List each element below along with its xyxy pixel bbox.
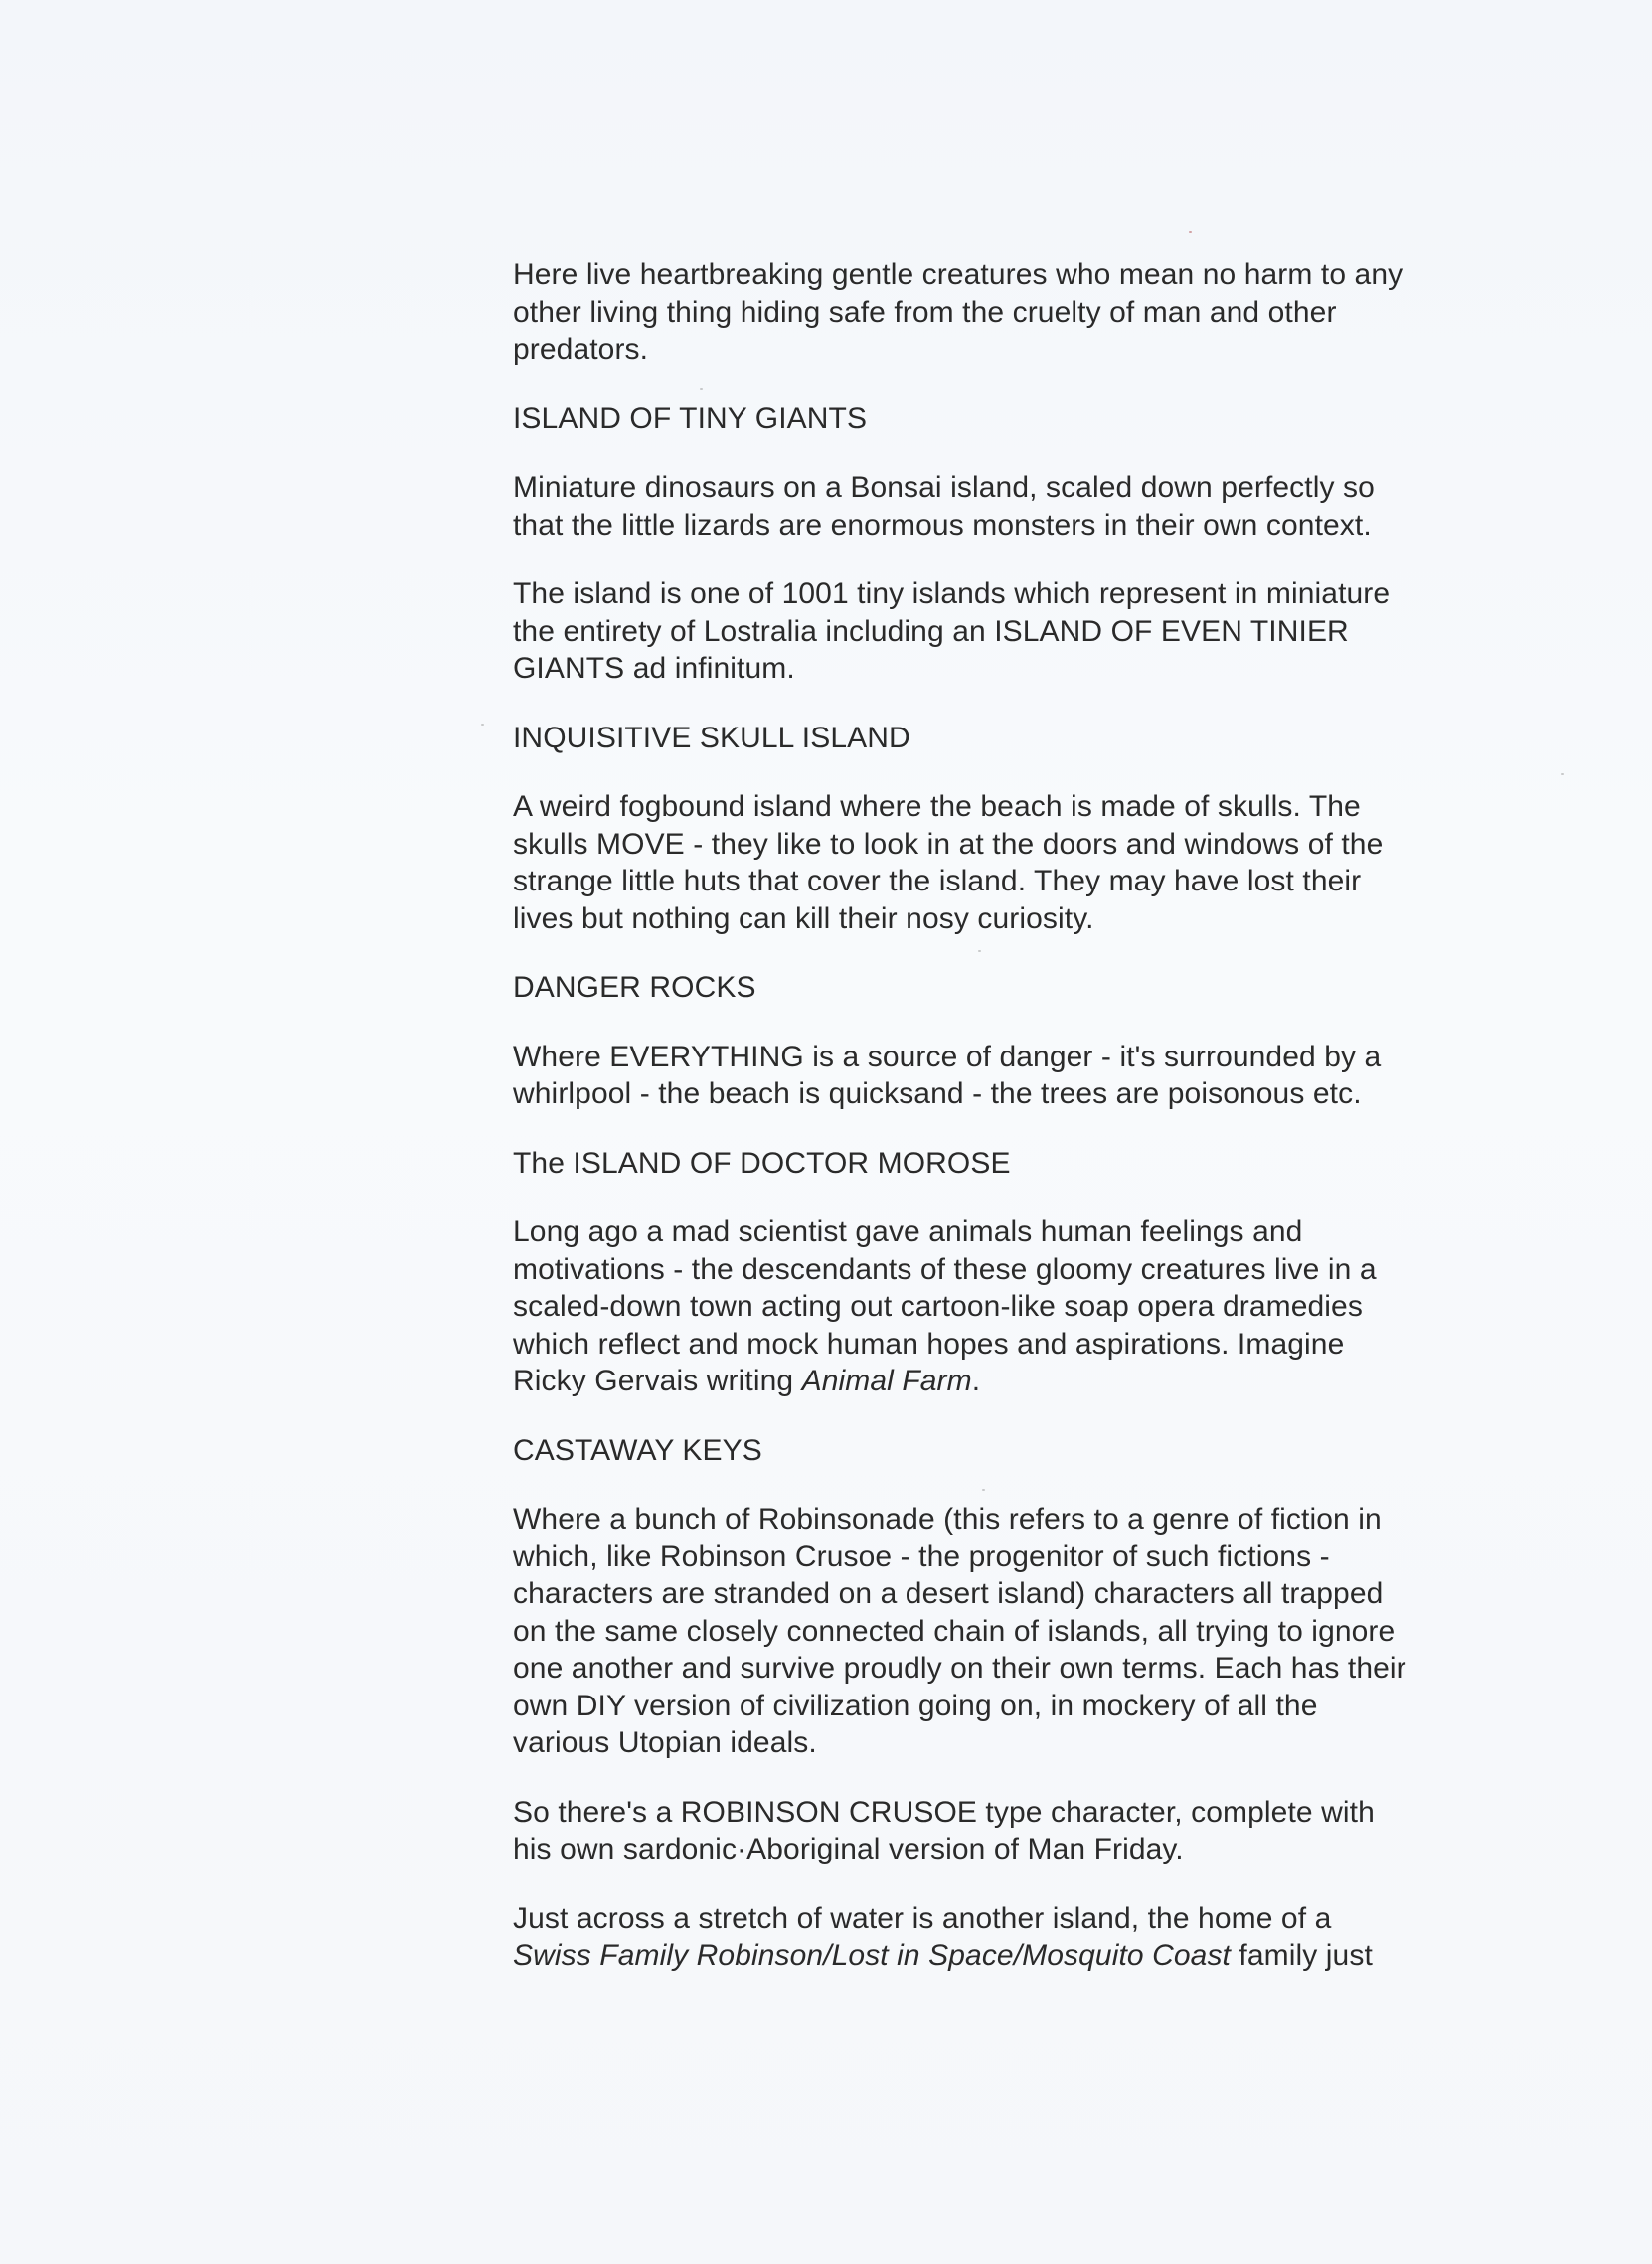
text-run: .	[971, 1365, 981, 1397]
paragraph	[513, 788, 1517, 937]
italic-title: Swiss Family Robinson/Lost in Space/Mosquito Coast	[513, 1939, 1231, 1972]
section-heading: CASTAWAY KEYS	[513, 1433, 762, 1467]
text-line: one another and survive proudly on their own terms. Each has their	[513, 1652, 1406, 1685]
text-line	[513, 1937, 1517, 1975]
text-line: motivations - the descendants of these gloomy creatures live in a	[513, 1252, 1377, 1286]
text-line: Here live heartbreaking gentle creatures who mean no harm to any	[513, 258, 1404, 291]
scan-speck	[1561, 773, 1564, 775]
text-line: characters are stranded on a desert island) characters all trapped	[513, 1577, 1384, 1610]
paragraph	[513, 1794, 1517, 1868]
text-line: predators.	[513, 333, 649, 366]
text-line: GIANTS ad infinitum.	[513, 652, 795, 685]
paragraph	[513, 1213, 1517, 1400]
text-line: which reflect and mock human hopes and aspirations. Imagine	[513, 1327, 1345, 1361]
text-line: Where EVERYTHING is a source of danger - it's surrounded by a	[513, 1040, 1382, 1073]
section-heading: The ISLAND OF DOCTOR MOROSE	[513, 1146, 1011, 1180]
text-line: Long ago a mad scientist gave animals human feelings and	[513, 1215, 1303, 1248]
paragraph	[513, 1900, 1517, 1975]
scan-speck	[1189, 231, 1192, 233]
section-heading: ISLAND OF TINY GIANTS	[513, 402, 868, 435]
text-line: whirlpool - the beach is quicksand - the trees are poisonous etc.	[513, 1077, 1362, 1110]
text-line: Just across a stretch of water is another island, the home of a	[513, 1901, 1332, 1935]
text-line: lives but nothing can kill their nosy curiosity.	[513, 901, 1094, 935]
section-heading: DANGER ROCKS	[513, 971, 756, 1004]
text-line: A weird fogbound island where the beach is made of skulls. The	[513, 790, 1361, 823]
text-run: family just	[1230, 1939, 1373, 1972]
text-line: that the little lizards are enormous monsters in their own context.	[513, 508, 1372, 542]
text-line: Where a bunch of Robinsonade (this refers to a genre of fiction in	[513, 1503, 1382, 1536]
text-line: other living thing hiding safe from the cruelty of man and other	[513, 295, 1337, 329]
text-line: Miniature dinosaurs on a Bonsai island, scaled down perfectly so	[513, 471, 1375, 504]
text-line	[513, 1363, 1517, 1400]
paragraph	[513, 575, 1517, 688]
text-line: which, like Robinson Crusoe - the progenitor of such fictions -	[513, 1539, 1330, 1573]
text-line: So there's a ROBINSON CRUSOE type character, complete with	[513, 1795, 1375, 1829]
text-line: on the same closely connected chain of islands, all trying to ignore	[513, 1614, 1396, 1648]
document-body	[513, 256, 1517, 2007]
text-line: various Utopian ideals.	[513, 1726, 817, 1759]
text-line: the entirety of Lostralia including an ISLAND OF EVEN TINIER	[513, 614, 1349, 648]
paragraph	[513, 469, 1517, 544]
text-line: skulls MOVE - they like to look in at the doors and windows of the	[513, 827, 1384, 861]
section-heading: INQUISITIVE SKULL ISLAND	[513, 721, 910, 754]
paragraph	[513, 256, 1517, 369]
paragraph	[513, 1501, 1517, 1762]
italic-title: Animal Farm	[801, 1365, 972, 1397]
text-line: his own sardonic·Aboriginal version of Man Friday.	[513, 1833, 1184, 1865]
text-line: own DIY version of civilization going on, in mockery of all the	[513, 1689, 1318, 1722]
text-line: scaled-down town acting out cartoon-like soap opera dramedies	[513, 1290, 1363, 1323]
text-line: strange little huts that cover the island. They may have lost their	[513, 865, 1362, 897]
scan-speck	[481, 724, 484, 726]
text-line: The island is one of 1001 tiny islands which represent in miniature	[513, 577, 1391, 610]
text-run: Ricky Gervais writing	[513, 1365, 802, 1397]
paragraph	[513, 1039, 1517, 1113]
